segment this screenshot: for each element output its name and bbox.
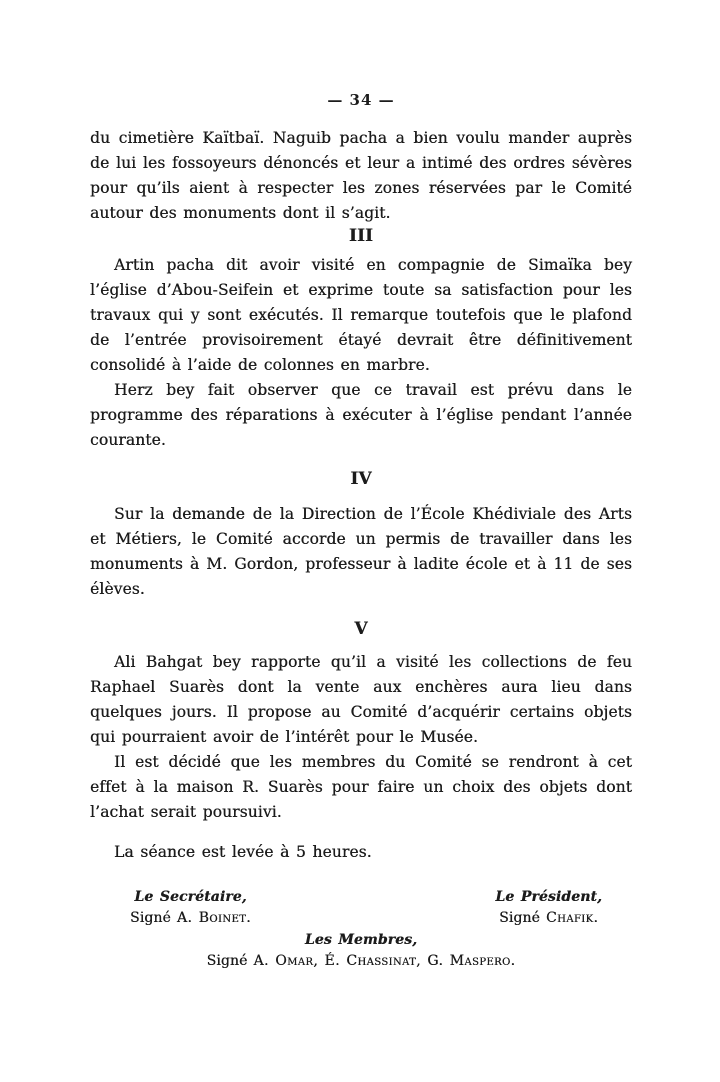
paragraph-ali-bahgat: Ali Bahgat bey rapporte qu’il a visité les collections de feu Raphael Suarès dont la vente aux enchères aura lieu dans quelques jours. Il propose au Comité d’acquérir certains objets qui pourraient avoir de l’intérêt pour le Musée. xyxy=(90,653,632,746)
members-role-label: Les Membres, xyxy=(304,932,418,948)
secretary-signed-prefix: Signé xyxy=(130,910,171,926)
paragraph-artin-pacha: Artin pacha dit avoir visité en compagnie de Simaïka bey l’église d’Abou-Seifein et exprime toute sa satisfaction pour les travaux qui y sont exécutés. Il remarque toutefois que le plafond de l’entrée provisoirement étayé devrait être définitivement consolidé à l’aide de colonnes en marbre. xyxy=(90,256,632,374)
signature-members xyxy=(90,930,632,972)
secretary-role-label: Le Secrétaire, xyxy=(134,889,247,905)
paragraph-ecole-khediviale: Sur la demande de la Direction de l’École Khédiviale des Arts et Métiers, le Comité accorde un permis de travailler dans les monuments à M. Gordon, professeur à ladite école et à 11 de ses élèves. xyxy=(90,505,632,598)
section-heading-iii: III xyxy=(348,226,374,246)
section-heading-iv: IV xyxy=(350,469,372,489)
signature-block xyxy=(90,887,632,972)
members-names: A. Omar, É. Chassinat, G. Maspero. xyxy=(253,953,516,969)
signature-president xyxy=(495,887,602,929)
president-signed-line xyxy=(495,908,602,929)
signature-secretary xyxy=(130,887,251,929)
paragraph-herz-bey: Herz bey fait observer que ce travail est prévu dans le programme des réparations à exécuter à l’église pendant l’année courante. xyxy=(90,381,632,449)
president-name: Chafik. xyxy=(545,910,599,926)
secretary-name: A. Boinet. xyxy=(176,910,252,926)
document-body xyxy=(90,126,632,972)
members-signed-prefix: Signé xyxy=(206,953,248,969)
president-role-label: Le Président, xyxy=(495,889,602,905)
signature-row xyxy=(90,887,632,929)
president-signed-prefix: Signé xyxy=(499,910,540,926)
paragraph-decision-suares: Il est décidé que les membres du Comité se rendront à cet effet à la maison R. Suarès pour faire un choix des objets dont l’achat serait poursuivi. xyxy=(90,753,632,821)
members-signed-line xyxy=(90,951,632,972)
closing-line: La séance est levée à 5 heures. xyxy=(114,843,372,861)
page-number: — 34 — xyxy=(327,91,395,109)
paragraph-intro: du cimetière Kaïtbaï. Naguib pacha a bien voulu mander auprès de lui les fossoyeurs dénoncés et leur a intimé des ordres sévères pour qu’ils aient à respecter les zones réservées par le Comité autour des monuments dont il s’agit. xyxy=(90,129,632,222)
secretary-signed-line xyxy=(130,908,251,929)
section-heading-v: V xyxy=(354,619,368,639)
